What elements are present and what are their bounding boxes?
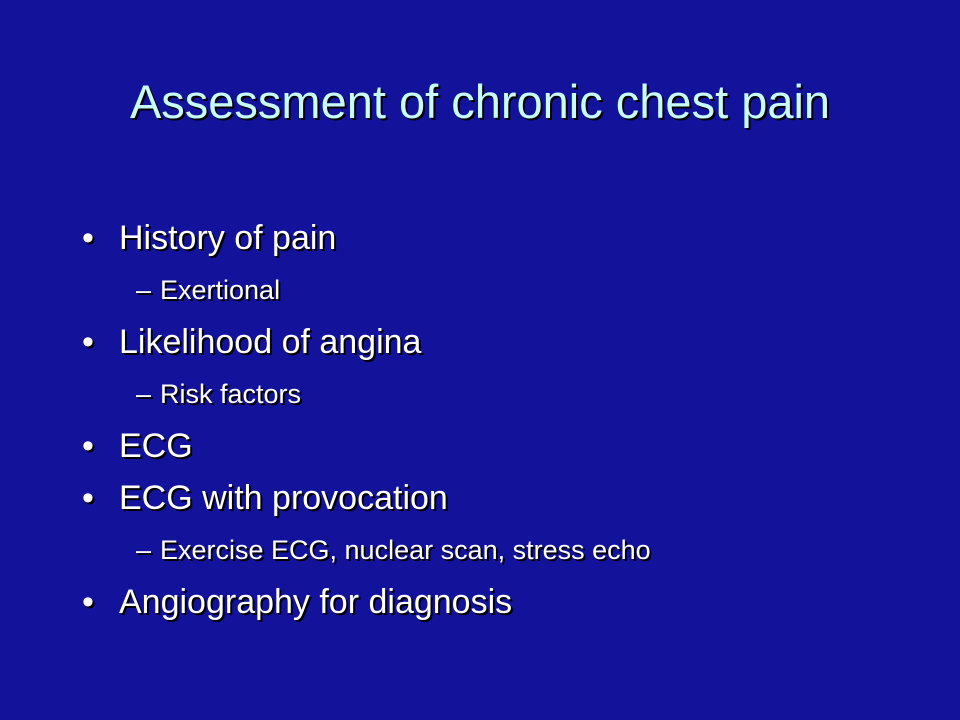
bullet-marker: • <box>82 583 94 621</box>
bullet-text: History of pain <box>119 219 337 257</box>
dash-marker: – <box>136 535 152 565</box>
dash-marker: – <box>136 275 152 305</box>
bullet-item <box>80 212 940 264</box>
bullet-marker: • <box>82 219 94 257</box>
dash-marker: – <box>136 379 152 409</box>
sub-bullet-item <box>80 368 940 420</box>
bullet-marker: • <box>82 323 94 361</box>
bullet-item <box>80 576 940 628</box>
bullet-item <box>80 316 940 368</box>
bullet-item <box>80 472 940 524</box>
bullet-marker: • <box>82 479 94 517</box>
bullet-marker: • <box>82 427 94 465</box>
bullet-text: ECG with provocation <box>119 479 448 517</box>
sub-bullet-text: Risk factors <box>160 379 302 409</box>
bullet-item <box>80 420 940 472</box>
bullet-text: ECG <box>119 427 193 465</box>
bullet-text: Angiography for diagnosis <box>119 583 513 621</box>
slide-title: Assessment of chronic chest pain <box>129 75 831 128</box>
sub-bullet-text: Exercise ECG, nuclear scan, stress echo <box>160 535 651 565</box>
sub-bullet-item <box>80 524 940 576</box>
bullet-text: Likelihood of angina <box>119 323 422 361</box>
bullet-list <box>80 212 940 628</box>
sub-bullet-text: Exertional <box>160 275 281 305</box>
sub-bullet-item <box>80 264 940 316</box>
